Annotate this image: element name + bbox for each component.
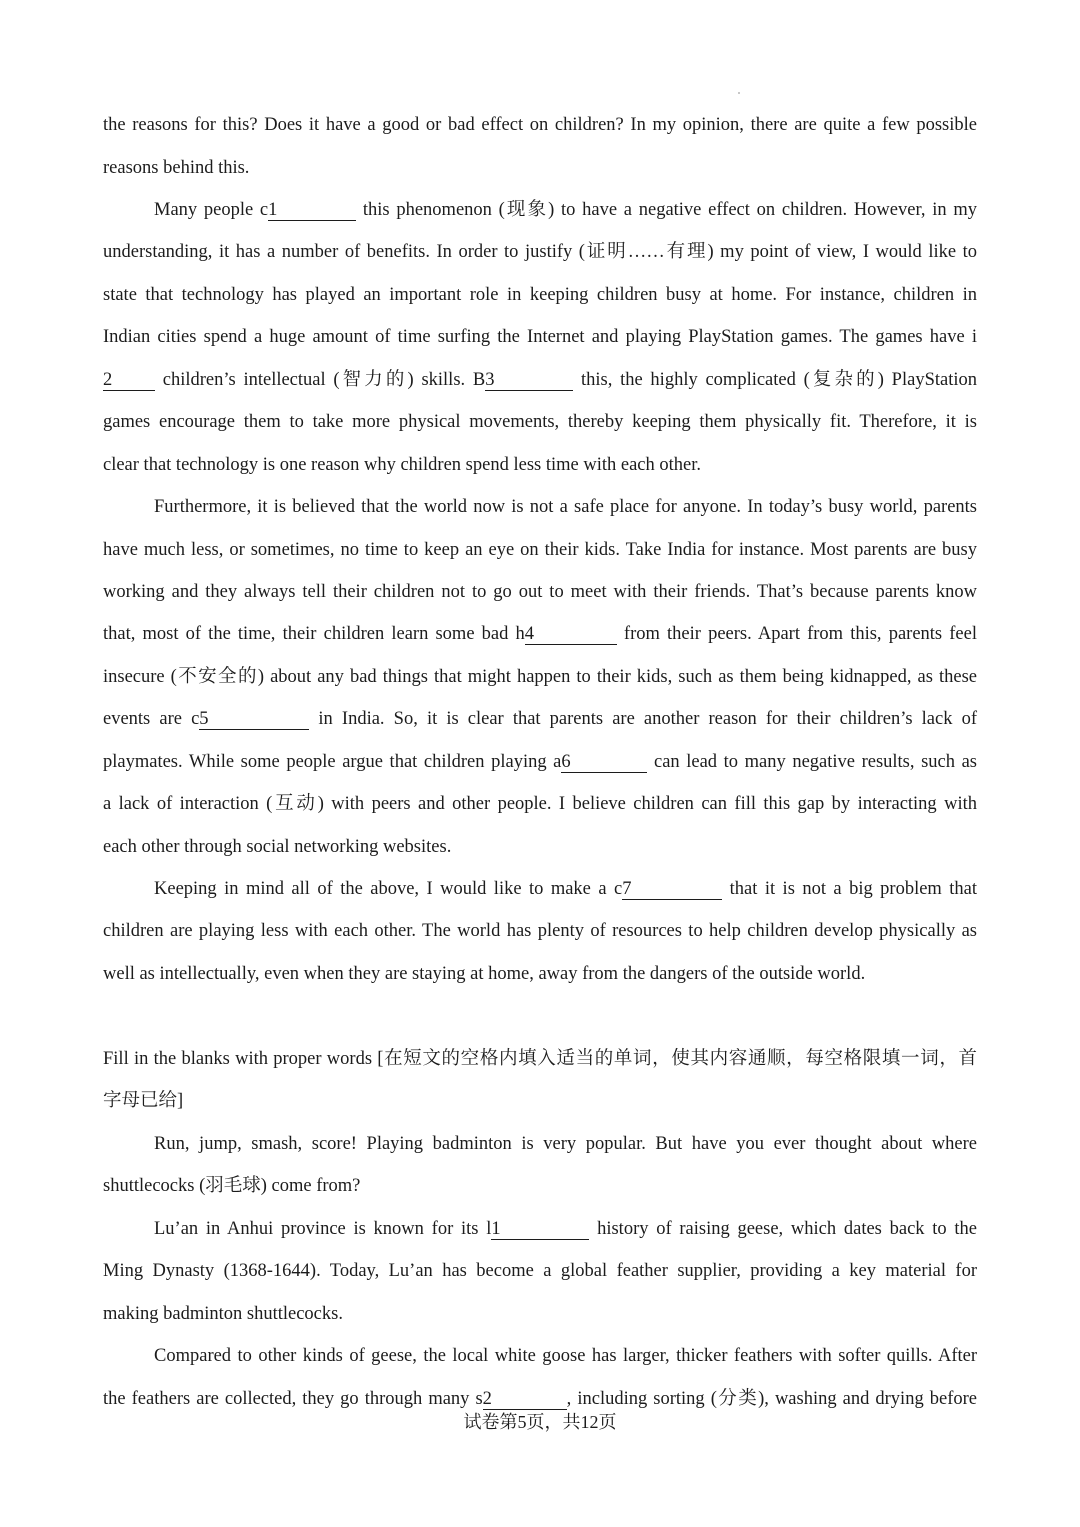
blank-4[interactable]: 4 xyxy=(525,624,617,645)
passage-one-line-16: playmates. While some people argue that children playing a6 can lead to many negative results, such as xyxy=(103,752,977,772)
blank-two-2[interactable]: 2 xyxy=(483,1389,567,1410)
instruction-line-1: Fill in the blanks with proper words [在短文的空格内填入适当的单词，使其内容通顺，每空格限填一词，首 xyxy=(103,1049,977,1069)
passage-two-line-4: Ming Dynasty (1368-1644). Today, Lu’an has become a global feather supplier, providing a key material for xyxy=(103,1261,977,1281)
passage-one-line-14: insecure (不安全的) about any bad things that might happen to their kids, such as them being kidnapped, as these xyxy=(103,667,977,687)
passage-one-line-19: Keeping in mind all of the above, I would like to make a c7 that it is not a big problem that xyxy=(154,879,978,899)
passage-one-line-9: clear that technology is one reason why children spend less time with each other. xyxy=(103,455,701,475)
blank-two-1[interactable]: 1 xyxy=(491,1219,589,1240)
passage-two-line-5: making badminton shuttlecocks. xyxy=(103,1304,343,1324)
blank-5[interactable]: 5 xyxy=(199,709,309,730)
blank-7[interactable]: 7 xyxy=(622,879,722,900)
passage-one-line-18: each other through social networking websites. xyxy=(103,837,452,857)
passage-one-line-5: state that technology has played an important role in keeping children busy at home. For instance, children in xyxy=(103,285,977,305)
passage-one-line-3: Many people c1 this phenomenon (现象) to have a negative effect on children. However, in my xyxy=(154,200,978,220)
passage-one-line-11: have much less, or sometimes, no time to keep an eye on their kids. Take India for instance. Most parents are busy xyxy=(103,540,977,560)
passage-one-line-4: understanding, it has a number of benefits. In order to justify (证明……有理) my point of view, I would like to xyxy=(103,242,977,262)
passage-one-line-20: children are playing less with each other. The world has plenty of resources to help children develop physically as xyxy=(103,921,977,941)
passage-one-line-10: Furthermore, it is believed that the world now is not a safe place for anyone. In today’s busy world, parents xyxy=(154,497,977,517)
passage-one-line-15: events are c5 in India. So, it is clear that parents are another reason for their children’s lack of xyxy=(103,709,977,729)
passage-one-line-21: well as intellectually, even when they are staying at home, away from the dangers of the outside world. xyxy=(103,964,866,984)
passage-one-line-13: that, most of the time, their children learn some bad h4 from their peers. Apart from this, parents feel xyxy=(103,624,977,644)
passage-two-line-6: Compared to other kinds of geese, the local white goose has larger, thicker feathers with softer quills. After xyxy=(154,1346,977,1366)
passage-one-line-12: working and they always tell their children not to go out to meet with their friends. That’s because parents know xyxy=(103,582,977,602)
passage-one-line-17: a lack of interaction (互动) with peers and other people. I believe children can fill this gap by interacting with xyxy=(103,794,977,814)
passage-one-line-7: 2 children’s intellectual (智力的) skills. B3 this, the highly complicated (复杂的) PlayStation xyxy=(103,370,977,390)
passage-two-line-2: shuttlecocks (羽毛球) come from? xyxy=(103,1176,361,1196)
passage-one-line-6: Indian cities spend a huge amount of time surfing the Internet and playing PlayStation games. The games have i xyxy=(103,327,977,347)
passage-one-line-2: reasons behind this. xyxy=(103,158,250,178)
instruction-line-2: 字母已给] xyxy=(103,1091,184,1111)
passage-two-line-7: the feathers are collected, they go through many s2 , including sorting (分类), washing and drying before xyxy=(103,1389,977,1409)
passage-two-line-3: Lu’an in Anhui province is known for its l1 history of raising geese, which dates back to the xyxy=(154,1219,978,1239)
page-footer: 试卷第5页，共12页 xyxy=(463,1412,617,1432)
blank-6[interactable]: 6 xyxy=(561,752,647,773)
scan-speck xyxy=(738,92,740,94)
blank-2[interactable]: 2 xyxy=(103,370,155,391)
passage-one-line-1: the reasons for this? Does it have a good or bad effect on children? In my opinion, there are quite a few possible xyxy=(103,115,977,135)
blank-1[interactable]: 1 xyxy=(268,200,356,221)
passage-one-line-8: games encourage them to take more physical movements, thereby keeping them physically fit. Therefore, it is xyxy=(103,412,977,432)
passage-two-line-1: Run, jump, smash, score! Playing badminton is very popular. But have you ever thought about where xyxy=(154,1134,977,1154)
blank-3[interactable]: 3 xyxy=(485,370,573,391)
